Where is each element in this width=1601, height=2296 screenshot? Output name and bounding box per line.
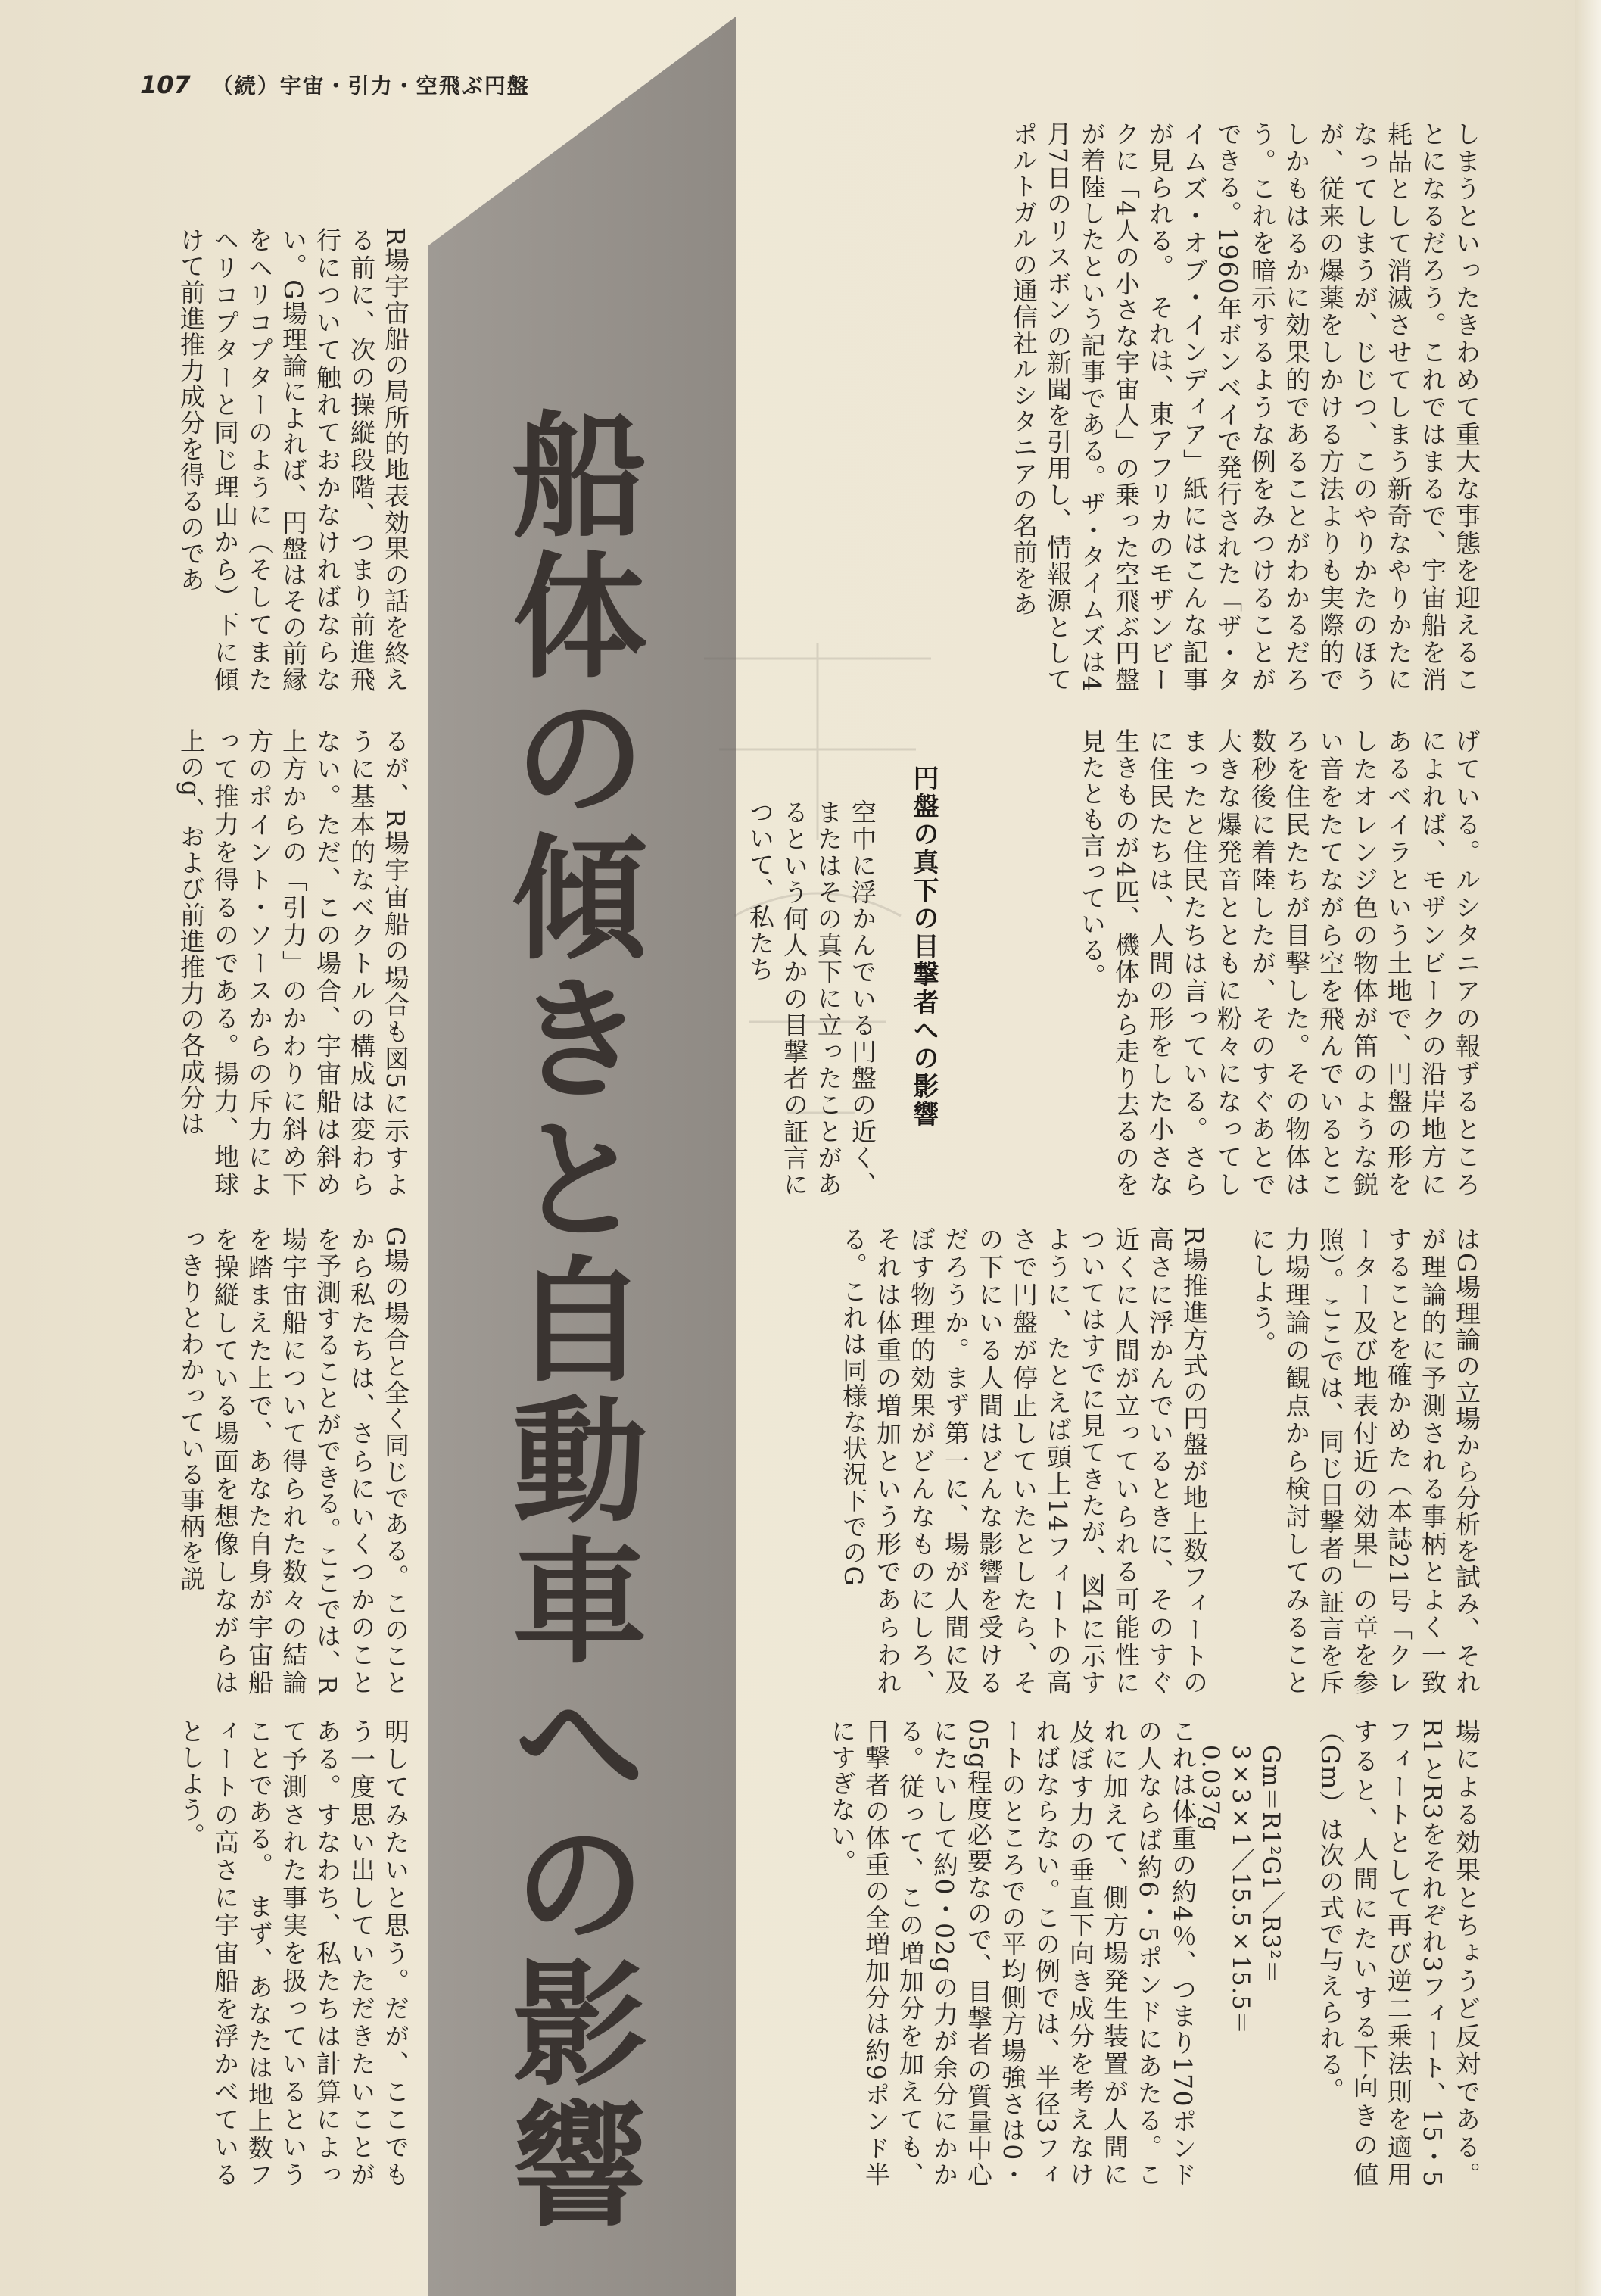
body-column-5: るが、R場宇宙船の場合も図5に示すように基本的なベクトルの構成は変わらない。ただ、この場合、宇宙船は斜め上方からの「引力」のかわりに斜め下方のポイント・ソースからの斥力によって推力を得るのである。揚力、地球上のg、および前進推力の各成分は: [176, 728, 410, 1198]
body-column-10: これは体重の約4％、つまり170ポンドの人ならば約6・5ポンドにあたる。これに加えて、側方場発生装置が人間に及ぼす力の垂直下向き成分を考えなければならない。この例では、半径3フィートのところでの平均側方場強さは0・05g程度必要なので、目撃者の質量中心にたいして約0・02gの力が余分にかかる。従って、この増加分を加えても、目撃者の体重の全増加分は約9ポンド半にすぎない。: [827, 1718, 1198, 2188]
body-column-2: R場宇宙船の局所的地表効果の話を終える前に、次の操縦段階、つまり前進飛行について触れておかなければならない。G場理論によれば、円盤はその前縁をヘリコプターのように（そしてまたヘリコプターと同じ理由から）下に傾けて前進推力成分を得るのであ: [176, 227, 410, 693]
body-column-9: 場による効果とちょうど反対である。R1とR3をそれぞれ3フィート、15・5フィートとして再び逆二乗法則を適用すると、人間にたいする下向きの値（Gm）は次の式で与えられる。: [1316, 1718, 1481, 2188]
body-column-8: G場の場合と全く同じである。このことから私たちは、さらにいくつかのことを予測することができる。ここでは、R場宇宙船について得られた数々の結論を踏まえた上で、あなた自身が宇宙船を操縦している場面を想像しながらはっきりとわかっている事柄を説: [176, 1226, 410, 1696]
body-column-4: 空中に浮かんでいる円盤の近く、またはその真下に立ったことがあるという何人かの目撃者の証言について、私たち: [746, 799, 877, 1198]
page-number: 107: [140, 70, 191, 99]
body-column-1: しまうといったきわめて重大な事態を迎えることになるだろう。これではまるで、宇宙船を消耗品として消滅させてしまう新奇なやりかたになってしまうが、じじつ、このやりかたのほうが、従来の爆薬をしかける方法よりも実際的でしかもはるかに効果的であることがわかるだろう。これを暗示するような例をみつけることができる。1960年ボンベイで発行された「ザ・タイムズ・オブ・インディア」紙にはこんな記事が見られる。 それは、東アフリカのモザンビークに「4人の小さな宇宙人」の乗った空飛ぶ円盤が着陸したという記事である。ザ・タイムズは4月7日のリスボンの新聞を引用し、情報源としてポルトガルの通信社ルシタニアの名前をあ: [1009, 121, 1481, 693]
equation: Gm＝R1²G1／R3²＝3×3×1／15.5×15.5＝0.037g: [1197, 1745, 1285, 2036]
body-column-6: はG場理論の立場から分析を試み、それが理論的に予測される事柄とよく一致することを確かめた（本誌21号「クレーター及び地表付近の効果」の章を参照）。ここでは、同じ目撃者の証言を斥力場理論の観点から検討してみることにしよう。: [1247, 1226, 1481, 1696]
running-title: （続）宇宙・引力・空飛ぶ円盤: [211, 73, 530, 98]
body-column-7: R場推進方式の円盤が地上数フィートの高さに浮かんでいるときに、そのすぐ近くに人間が立っていられる可能性についてはすでに見てきたが、図4に示すように、たとえば頭上14フィートの高さで円盤が停止していたとしたら、その下にいる人間はどんな影響を受けるだろうか。まず第一に、場が人間に及ぼす物理的効果がどんなものにしろ、それは体重の増加という形であらわれる。これは同様な状況下でのG: [839, 1226, 1209, 1696]
body-column-3: げている。ルシタニアの報ずるところによれば、モザンビークの沿岸地方にあるベイラという土地で、円盤の形をしたオレンジ色の物体が笛のような鋭い音をたてながら空を飛んでいるところを住民たちが目撃した。その物体は数秒後に着陸したが、そのすぐあとで大きな爆発音とともに粉々になってしまったと住民たちは言っている。さらに住民たちは、人間の形をした小さな生きものが4匹、機体から走り去るのを見たとも言っている。: [1077, 728, 1481, 1198]
article-title: 船体の傾きと自動車への影響: [490, 405, 646, 2235]
section-subheading: 円盤の真下の目撃者への影響: [908, 765, 939, 1129]
body-column-11: 明してみたいと思う。だが、ここでもう一度思い出していただきたいことがある。すなわち、私たちは計算によって予測された事実を扱っているということである。 まず、あなたは地上数フィートの高さに宇宙船を浮かべているとしよう。: [176, 1718, 410, 2188]
